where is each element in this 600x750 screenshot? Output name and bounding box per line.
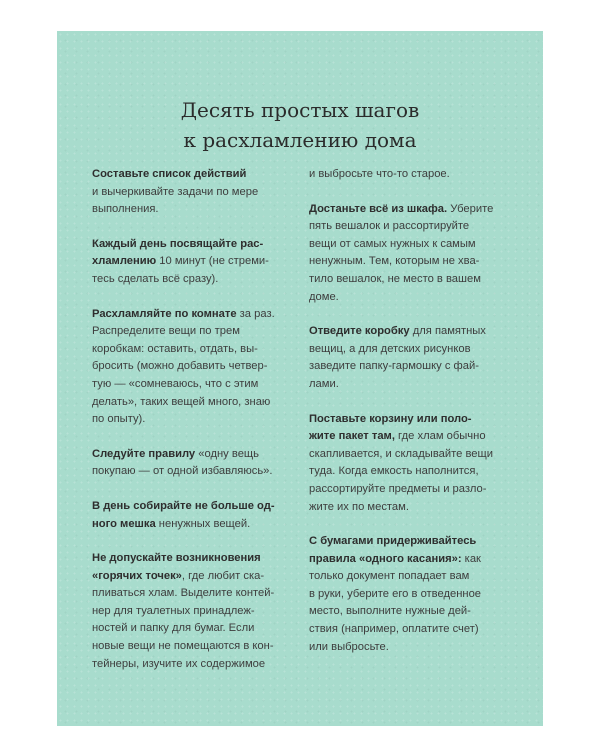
tip-memory-box xyxy=(309,323,516,393)
tip-bold-text: Не допускайте возникновения xyxy=(92,552,261,565)
tip-line xyxy=(309,586,516,604)
tip-line xyxy=(309,639,516,657)
tip-hot-spots xyxy=(92,550,295,673)
tip-text: и выбросьте что-то старое. xyxy=(309,168,450,180)
tip-line xyxy=(92,323,295,341)
tip-text: в руки, уберите его в отведенное xyxy=(309,587,482,600)
tip-bold-text: правила «одного касания»: xyxy=(309,552,462,565)
left-column xyxy=(92,166,295,690)
tip-hot-spots-continued xyxy=(309,166,516,184)
tip-line xyxy=(309,358,516,376)
tip-text: пливаться хлам. Выделите контей- xyxy=(92,587,275,600)
title-line-2: к расхламлению дома xyxy=(183,128,417,152)
tip-line xyxy=(92,394,295,412)
tip-line xyxy=(309,428,516,446)
tip-line xyxy=(92,306,295,324)
tip-line xyxy=(92,201,295,219)
tip-bold-text: Составьте список действий xyxy=(92,168,247,180)
document-page xyxy=(57,31,543,726)
tip-text: делать», таких вещей много, знаю xyxy=(92,395,271,408)
tip-line xyxy=(92,376,295,394)
tip-text: скапливается, и складывайте вещи xyxy=(309,447,493,460)
tip-text: 10 минут (не стреми- xyxy=(156,255,269,268)
tip-clutter-basket xyxy=(309,411,516,517)
tip-bold-text: В день собирайте не больше од- xyxy=(92,499,275,512)
tip-line xyxy=(92,271,295,289)
tip-text: Уберите xyxy=(447,202,494,215)
tip-text: место, выполните нужные дей- xyxy=(309,605,471,618)
tip-text: за раз. xyxy=(236,307,275,320)
tip-text: и вычеркивайте задачи по мере xyxy=(92,185,259,198)
tip-bold-text: жите пакет там, xyxy=(309,430,395,443)
tip-room-by-room xyxy=(92,306,295,429)
tip-one-bag-per-day xyxy=(92,498,295,533)
tip-text: , где любит ска- xyxy=(181,569,265,582)
tip-bold-text: Расхламляйте по комнате xyxy=(92,307,237,320)
tip-text: ненужным. Тем, которым не хва- xyxy=(309,255,480,268)
tip-line xyxy=(92,358,295,376)
tip-line xyxy=(309,603,516,621)
tip-text: для памятных xyxy=(409,325,486,338)
tip-line xyxy=(92,341,295,359)
tip-text: заведите папку-гармошку с фай- xyxy=(309,360,479,373)
tip-text: или выбросьте. xyxy=(309,640,389,653)
title-line-1: Десять простых шагов xyxy=(180,98,420,122)
tip-bold-text: Поставьте корзину или поло- xyxy=(309,412,472,425)
tip-bold-text: С бумагами придерживайтесь xyxy=(309,535,477,548)
tip-text: ствия (например, оплатите счет) xyxy=(309,623,479,636)
tip-line xyxy=(92,184,295,202)
tip-line xyxy=(309,218,516,236)
tip-text: бросить (можно добавить четвер- xyxy=(92,360,268,373)
tip-line xyxy=(309,271,516,289)
tip-one-touch-papers xyxy=(309,533,516,656)
tip-text: выполнения. xyxy=(92,203,159,216)
tip-text: коробкам: оставить, отдать, вы- xyxy=(92,342,258,355)
tip-line xyxy=(92,638,295,656)
tip-line xyxy=(92,603,295,621)
tip-text: вещиц, а для детских рисунков xyxy=(309,342,471,355)
tip-empty-wardrobe xyxy=(309,201,516,307)
tip-text: пять вешалок и рассортируйте xyxy=(309,220,470,233)
tip-bold-text: Отведите коробку xyxy=(309,325,410,338)
tip-text: жите их по местам. xyxy=(309,500,409,513)
tip-line xyxy=(309,166,516,184)
tip-line xyxy=(309,568,516,586)
tip-text: как xyxy=(461,552,481,565)
tip-line xyxy=(309,463,516,481)
tip-text: лами. xyxy=(309,377,339,390)
tip-line xyxy=(309,236,516,254)
tip-line xyxy=(92,253,295,271)
tip-line xyxy=(309,499,516,517)
tip-bold-text: Достаньте всё из шкафа. xyxy=(309,202,448,215)
tip-text: «одну вещь xyxy=(195,447,259,460)
tip-text: тую — «сомневаюсь, что с этим xyxy=(92,377,259,390)
tip-text: ностей и папку для бумаг. Если xyxy=(92,622,255,635)
tip-line xyxy=(309,323,516,341)
tip-text: только документ попадает вам xyxy=(309,570,470,583)
right-column xyxy=(309,166,516,673)
tip-line xyxy=(92,166,295,184)
tip-text: тейнеры, изучите их содержимое xyxy=(92,657,266,670)
tip-text: доме. xyxy=(309,290,339,303)
tip-line xyxy=(309,446,516,464)
tip-line xyxy=(309,481,516,499)
tip-line xyxy=(92,498,295,516)
tip-line xyxy=(92,585,295,603)
tip-line xyxy=(92,236,295,254)
tip-bold-text: Каждый день посвящайте рас- xyxy=(92,237,264,250)
tip-line xyxy=(309,533,516,551)
page-title xyxy=(57,95,543,155)
tip-line xyxy=(92,620,295,638)
tip-bold-text: хламлению xyxy=(92,255,157,268)
tip-line xyxy=(309,253,516,271)
tip-text: тесь сделать всё сразу). xyxy=(92,272,219,285)
tip-daily-10-minutes xyxy=(92,236,295,289)
tip-bold-text: «горячих точек» xyxy=(92,569,182,582)
tip-text: новые вещи не помещаются в кон- xyxy=(92,640,274,653)
tip-line xyxy=(309,411,516,429)
tip-text: рассортируйте предметы и разло- xyxy=(309,482,487,495)
tip-text: вещи от самых нужных к самым xyxy=(309,237,476,250)
tip-line xyxy=(92,550,295,568)
tip-text: ненужных вещей. xyxy=(155,517,251,530)
tip-line xyxy=(309,341,516,359)
tip-text: покупаю — от одной избавляюсь». xyxy=(92,465,273,478)
tip-line xyxy=(92,516,295,534)
tip-one-in-one-out xyxy=(92,446,295,481)
tip-bold-text: ного мешка xyxy=(92,517,156,530)
tip-line xyxy=(92,656,295,674)
tip-text: туда. Когда емкость наполнится, xyxy=(309,465,479,478)
tip-line xyxy=(309,289,516,307)
tip-line xyxy=(309,376,516,394)
tip-line xyxy=(92,568,295,586)
tip-line xyxy=(92,463,295,481)
tip-text: где хлам обычно xyxy=(394,430,486,443)
tip-line xyxy=(309,201,516,219)
tip-line xyxy=(309,621,516,639)
tip-line xyxy=(92,446,295,464)
tip-text: по опыту). xyxy=(92,413,146,426)
tip-text: тило вешалок, не место в вашем xyxy=(309,272,481,285)
tip-line xyxy=(309,551,516,569)
tip-text: нер для туалетных принадлеж- xyxy=(92,604,255,617)
tip-line xyxy=(92,411,295,429)
tip-text: Распределите вещи по трем xyxy=(92,325,240,338)
tip-make-list xyxy=(92,166,295,219)
tip-bold-text: Следуйте правилу xyxy=(92,447,196,460)
